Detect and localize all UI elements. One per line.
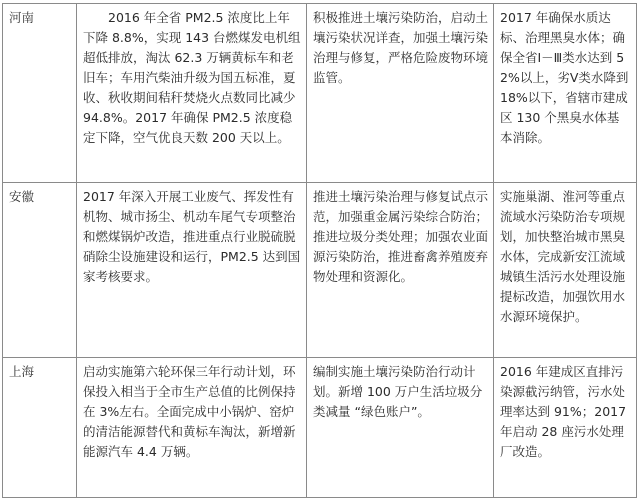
water-policy-cell	[494, 4, 637, 183]
air-policy-cell	[77, 358, 307, 498]
soil-policy-cell	[307, 4, 494, 183]
water-policy-text: 2017 年确保水质达标、治理黑臭水体；确保全省Ⅰ－Ⅲ类水达到 52%以上，劣Ⅴ类水降到 18%以下，省辖市建成区 130 个黑臭水体基本消除。	[500, 10, 629, 145]
region-cell	[3, 183, 77, 358]
table-row	[3, 183, 637, 358]
air-policy-text: 2017 年深入开展工业废气、挥发性有机物、城市扬尘、机动车尾气专项整治和燃煤锅炉改造，推进重点行业脱硫脱硝除尘设施建设和运行，PM2.5 达到国家考核要求。	[83, 189, 301, 284]
water-policy-cell	[494, 358, 637, 498]
region-label: 安徽	[9, 189, 35, 204]
air-policy-text: 启动实施第六轮环保三年行动计划，环保投入相当于全市生产总值的比例保持在 3%左右。全面完成中小锅炉、窑炉的清洁能源替代和黄标车淘汰，新增新能源汽车 4.4 万辆。	[83, 364, 296, 459]
table-row	[3, 4, 637, 183]
region-label: 上海	[9, 364, 35, 379]
environment-policy-table	[2, 3, 637, 498]
air-policy-cell	[77, 4, 307, 183]
region-label: 河南	[9, 10, 35, 25]
region-cell	[3, 358, 77, 498]
water-policy-text: 2016 年建成区直排污染源截污纳管，污水处理率达到 91%；2017 年启动 28 座污水处理厂改造。	[500, 364, 627, 459]
air-policy-text: 2016 年全省 PM2.5 浓度比上年下降 8.8%，实现 143 台燃煤发电机组超低排放，淘汰 62.3 万辆黄标车和老旧车；车用汽柴油升级为国五标准，夏收、秋收期间秸秆焚烧火点数同比减少 94.8%。2017 年确保 PM2.5 浓度稳定下降，空气优良天数 200 天以上。	[83, 10, 301, 145]
soil-policy-cell	[307, 358, 494, 498]
water-policy-text: 实施巢湖、淮河等重点流域水污染防治专项规划，加快整治城市黑臭水体，完成新安江流域城镇生活污水处理设施提标改造，加强饮用水水源环境保护。	[500, 189, 626, 324]
table-row	[3, 358, 637, 498]
soil-policy-cell	[307, 183, 494, 358]
air-policy-cell	[77, 183, 307, 358]
soil-policy-text: 推进土壤污染治理与修复试点示范，加强重金属污染综合防治；推进垃圾分类处理；加强农业面源污染防治，推进畜禽养殖废弃物处理和资源化。	[313, 189, 489, 284]
water-policy-cell	[494, 183, 637, 358]
soil-policy-text: 积极推进土壤污染防治，启动土壤污染状况详查，加强土壤污染治理与修复，严格危险废物环境监管。	[313, 10, 489, 85]
region-cell	[3, 4, 77, 183]
soil-policy-text: 编制实施土壤污染防治行动计划。新增 100 万户生活垃圾分类减量 “绿色账户”。	[313, 364, 483, 419]
